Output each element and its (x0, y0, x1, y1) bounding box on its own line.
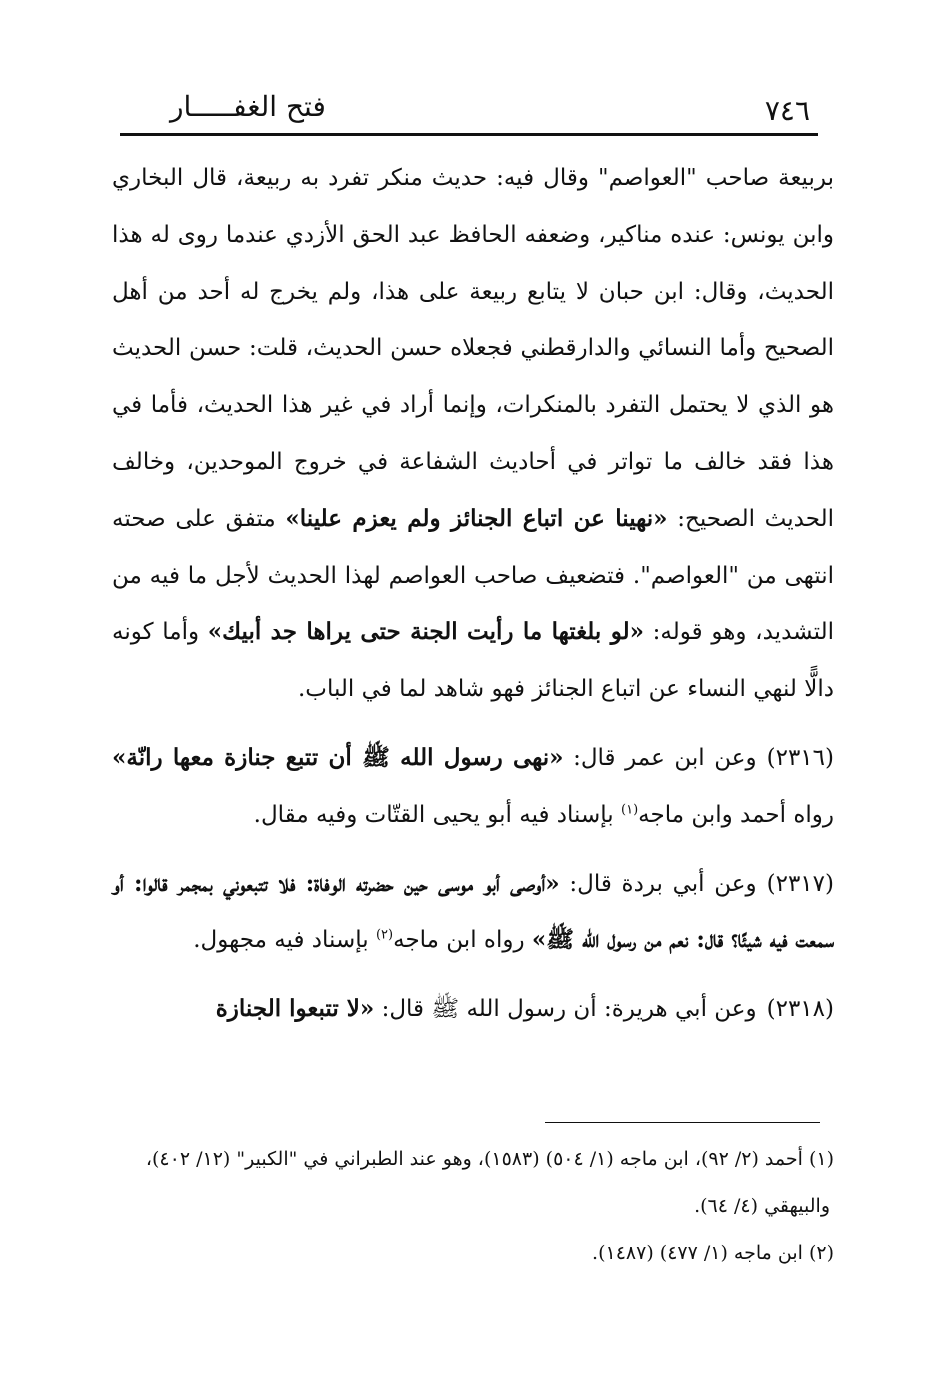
hadith-number: (٢٣١٨) (766, 996, 834, 1023)
quoted-hadith-2: «لو بلغتها ما رأيت الجنة حتى يراها جد أبيك» (207, 618, 644, 646)
footnote-1: (١) أحمد (٢/ ٩٢)، ابن ماجه (١/ ٥٠٤) (١٥٨٣)، وهو عند الطبراني في "الكبير" (١٢/ ٤٠٢)، (145, 1148, 834, 1170)
hadith-source: رواه أحمد وابن ماجه (638, 801, 834, 828)
hadith-text: «نهى رسول الله ﷺ أن تتبع جنازة معها رانّة» (112, 743, 564, 771)
hadith-source: رواه ابن ماجه (393, 927, 532, 954)
hadith-lead: وعن أبي هريرة: أن رسول الله ﷺ قال: (374, 996, 757, 1023)
hadith-lead: وعن أبي بردة قال: (559, 870, 757, 897)
commentary-text-2: متفق على صحته انتهى من "العواصم". فتضعيف صاحب العواصم لهذا الحديث لأجل ما فيه من التشديد، وهو قوله: (112, 505, 835, 646)
hadith-2317 (112, 856, 834, 970)
hadith-tail: بإسناد فيه أبو يحيى القتّات وفيه مقال. (253, 801, 621, 828)
commentary-paragraph (112, 150, 834, 718)
hadith-tail: بإسناد فيه مجهول. (193, 927, 376, 954)
hadith-lead: وعن ابن عمر قال: (563, 744, 757, 771)
hadith-2318 (112, 981, 834, 1038)
running-title: فتح الغفـــــار (170, 90, 326, 123)
footnote-rule (545, 1122, 820, 1123)
footnote-marker: (٢) (375, 927, 394, 943)
commentary-text-1: بربيعة صاحب "العواصم" وقال فيه: حديث منكر تفرد به ربيعة، قال البخاري وابن يونس: عنده مناكير، وضعفه الحافظ عبد الحق الأزدي عندما روى له هذا الحديث، وقال: ابن حبان لا يتابع ربيعة على هذا، ولم يخرج له أحد من أهل الصحيح وأما النسائي والدارقطني فجعلاه حسن الحديث، قلت: حسن الحديث هو الذي لا يحتمل التفرد بالمنكرات، وإنما أراد في غير هذا الحديث، فأما في هذا فقد خالف ما تواتر في أحاديث الشفاعة في خروج الموحدين، وخالف الحديث الصحيح: (112, 165, 834, 532)
hadith-text: «أوصى أبو موسى حين حضرته الوفاة: فلا تتبعوني بمجمر قالوا: أو سمعت فيه شيئًا؟ قال: نعم من رسول الله ﷺ» (112, 869, 834, 954)
header-rule (120, 133, 818, 136)
hadith-text: «لا تتبعوا الجنازة (215, 995, 375, 1023)
hadith-number: (٢٣١٦) (766, 744, 834, 771)
footnote-marker: (١) (621, 802, 639, 818)
hadith-2316 (112, 730, 834, 844)
quoted-hadith-1: «نهينا عن اتباع الجنائز ولم يعزم علينا» (285, 504, 668, 532)
hadith-number: (٢٣١٧) (766, 870, 834, 897)
footnote-2: (٢) ابن ماجه (١/ ٤٧٧) (١٤٨٧). (592, 1242, 834, 1264)
footnotes (112, 1136, 834, 1277)
footnote-1-continuation: والبيهقي (٤/ ٦٤). (694, 1195, 830, 1217)
commentary-text-3: وأما كونه دالًّا لنهي النساء عن اتباع الجنائز فهو شاهد لما في الباب. (112, 619, 834, 703)
page-number: ٧٤٦ (764, 94, 810, 127)
page-header (120, 88, 820, 132)
main-text (112, 150, 834, 1038)
